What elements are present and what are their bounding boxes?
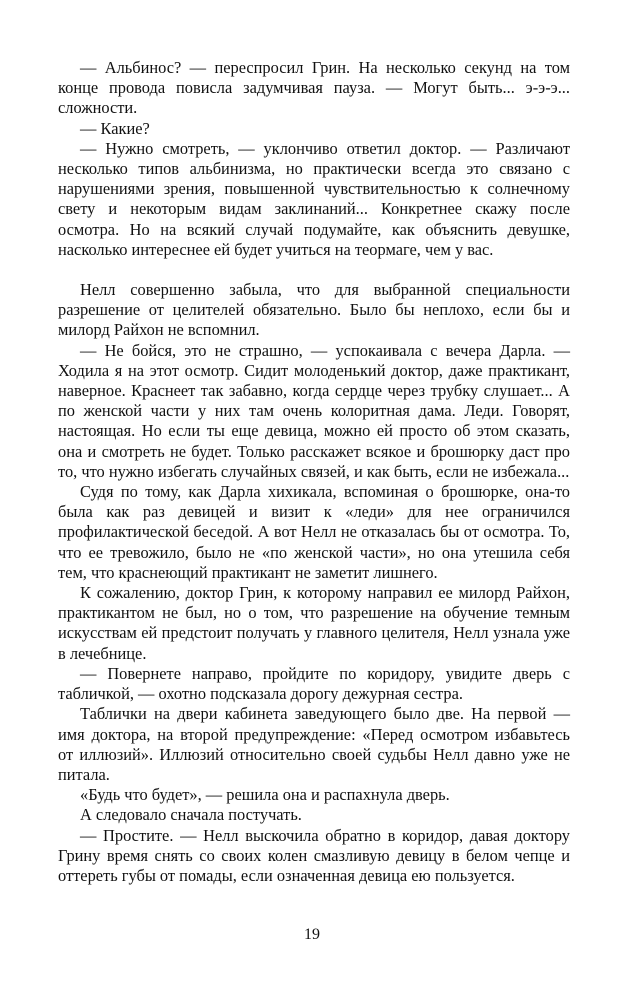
- page-number: 19: [304, 926, 320, 943]
- paragraph: Судя по тому, как Дарла хихикала, вспоминая о брошюрке, она-то была как раз девицей и визит к «леди» для нее ограничился профилактической беседой. А вот Нелл не отказалась бы от осмотра. То, что ее тревожило, было не «по женской части», но она утешила себя тем, что краснеющий практикант не заметит лишнего.: [58, 482, 570, 582]
- paragraph: — Альбинос? — переспросил Грин. На несколько секунд на том конце провода повисла задумчивая пауза. — Могут быть... э-э-э... сложности.: [58, 58, 570, 118]
- paragraph: А следовало сначала постучать.: [80, 805, 302, 825]
- paragraph: К сожалению, доктор Грин, к которому направил ее милорд Райхон, практикантом не был, но о том, что разрешение на обучение темным искусствам ей предстоит получать у главного целителя, Нелл узнала уже в лечебнице.: [58, 583, 570, 663]
- page-text: [58, 58, 570, 886]
- paragraph: Таблички на двери кабинета заведующего было две. На первой — имя доктора, на второй предупреждение: «Перед осмотром избавьтесь от иллюзий». Иллюзий относительно своей судьбы Нелл давно уже не питала.: [58, 704, 570, 784]
- paragraph: «Будь что будет», — решила она и распахнула дверь.: [80, 785, 450, 805]
- section-1: [58, 58, 570, 260]
- paragraph: — Не бойся, это не страшно, — успокаивала с вечера Дарла. — Ходила я на этот осмотр. Сидит молоденький доктор, даже практикант, наверное. Краснеет так забавно, когда сердце через трубку слушает... А по женской части у них там очень колоритная дама. Леди. Говорят, настоящая. Но если ты еще девица, можно ей просто об этом сказать, она и смотреть не будет. Только расскажет всякое и брошюрку даст про то, что нужно избегать случайных связей, и как быть, если не избежала...: [58, 340, 570, 481]
- paragraph: — Какие?: [80, 118, 150, 138]
- paragraph: — Повернете направо, пройдите по коридору, увидите дверь с табличкой, — охотно подсказала дорогу дежурная сестра.: [58, 663, 570, 704]
- section-2: [58, 280, 570, 886]
- section-break: [58, 260, 570, 280]
- paragraph: Нелл совершенно забыла, что для выбранной специальности разрешение от целителей обязательно. Было бы неплохо, если бы и милорд Райхон не вспомнил.: [58, 280, 570, 340]
- paragraph: — Нужно смотреть, — уклончиво ответил доктор. — Различают несколько типов альбинизма, но практически всегда это связано с нарушениями зрения, повышенной чувствительностью к солнечному свету и некоторым видам заклинаний... Конкретнее скажу после осмотра. Но на всякий случай подумайте, как объяснить девушке, насколько интереснее ей будет учиться на теормаге, чем у вас.: [58, 138, 570, 259]
- paragraph: — Простите. — Нелл выскочила обратно в коридор, давая доктору Грину время снять со своих колен смазливую девицу в белом чепце и оттереть губы от помады, если означенная девица ею пользуется.: [58, 825, 570, 885]
